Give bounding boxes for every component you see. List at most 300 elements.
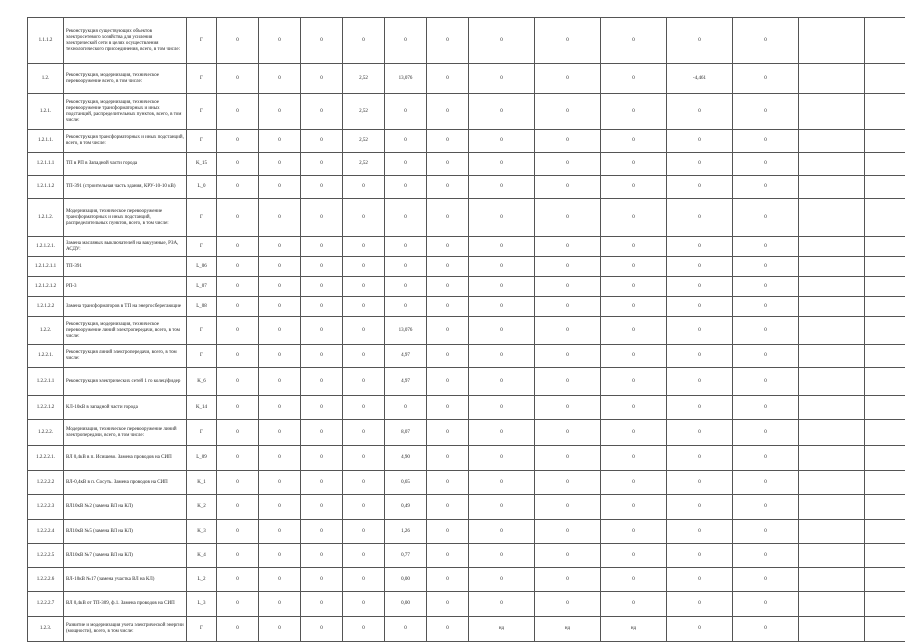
value-cell: 0 xyxy=(667,277,733,297)
value-cell: 0 xyxy=(601,446,667,471)
value-cell xyxy=(865,199,905,237)
value-cell: 4,97 xyxy=(385,368,427,396)
value-cell: 0 xyxy=(601,64,667,94)
value-cell: 0 xyxy=(535,368,601,396)
value-cell: 0 xyxy=(259,277,301,297)
value-cell: 0 xyxy=(601,368,667,396)
row-code-cell: 1.2.2.2.5 xyxy=(28,544,64,568)
value-cell: 0 xyxy=(259,257,301,277)
row-identifier-cell: K_14 xyxy=(187,396,217,420)
row-identifier-cell: Г xyxy=(187,317,217,345)
row-description-cell: ВЛ10кВ №7 (замена ВЛ на КЛ) xyxy=(64,544,187,568)
value-cell: 0 xyxy=(301,94,343,130)
value-cell: 0 xyxy=(601,18,667,64)
value-cell: 0 xyxy=(469,130,535,153)
value-cell: 0 xyxy=(385,277,427,297)
value-cell: 4,97 xyxy=(385,345,427,368)
value-cell xyxy=(799,368,865,396)
row-description-cell: ВЛ-0,4кВ в п. Сосуть. Замена проводов на СИП xyxy=(64,471,187,495)
row-description-cell: Реконструкция, модернизация, техническое перевооружение линий электропередачи, всего, в том числе: xyxy=(64,317,187,345)
value-cell: 0 xyxy=(259,237,301,257)
value-cell: 0 xyxy=(217,420,259,446)
row-code-cell: 1.2.1.2.1.2 xyxy=(28,277,64,297)
value-cell: 8,07 xyxy=(385,420,427,446)
row-description-cell: Реконструкция, модернизация, техническое перевооружение трансформаторных и иных подстанций, распределительных пунктов, всего, в том числе: xyxy=(64,94,187,130)
value-cell: 0 xyxy=(733,617,799,642)
value-cell: 0 xyxy=(535,592,601,617)
value-cell: 2,52 xyxy=(343,153,385,176)
table-row xyxy=(28,297,905,317)
row-description-cell: ВЛ 0,4кВ в п. Исишево. Замена проводов на СИП xyxy=(64,446,187,471)
value-cell xyxy=(865,297,905,317)
value-cell: 0 xyxy=(301,396,343,420)
value-cell: 0,77 xyxy=(385,544,427,568)
value-cell: 0 xyxy=(259,617,301,642)
value-cell: 0 xyxy=(667,368,733,396)
value-cell: 0 xyxy=(601,297,667,317)
value-cell: 0 xyxy=(427,176,469,199)
value-cell: 0,00 xyxy=(385,568,427,592)
value-cell xyxy=(799,176,865,199)
value-cell: 0 xyxy=(301,592,343,617)
value-cell: нд xyxy=(469,617,535,642)
value-cell: 0 xyxy=(259,199,301,237)
value-cell: 0 xyxy=(733,130,799,153)
value-cell: 0 xyxy=(301,176,343,199)
value-cell: 0 xyxy=(259,94,301,130)
value-cell: 0 xyxy=(667,18,733,64)
value-cell: 0 xyxy=(469,94,535,130)
value-cell: 0 xyxy=(469,257,535,277)
value-cell: 0 xyxy=(667,420,733,446)
row-code-cell: 1.2.1.2.1. xyxy=(28,237,64,257)
value-cell: 0 xyxy=(427,396,469,420)
table-row xyxy=(28,345,905,368)
value-cell: 0 xyxy=(259,544,301,568)
value-cell xyxy=(799,317,865,345)
value-cell: 0 xyxy=(733,345,799,368)
value-cell: 0 xyxy=(469,420,535,446)
value-cell: 0 xyxy=(259,153,301,176)
value-cell: 0 xyxy=(469,297,535,317)
row-identifier-cell: Г xyxy=(187,18,217,64)
value-cell: 0 xyxy=(733,317,799,345)
value-cell: 0 xyxy=(469,592,535,617)
value-cell: 0 xyxy=(217,592,259,617)
value-cell: нд xyxy=(535,617,601,642)
value-cell: 0 xyxy=(343,396,385,420)
value-cell: 0 xyxy=(343,345,385,368)
value-cell: 0 xyxy=(601,471,667,495)
value-cell: 0,49 xyxy=(385,495,427,520)
value-cell: 0 xyxy=(535,544,601,568)
value-cell: 0 xyxy=(301,153,343,176)
value-cell: 0 xyxy=(667,199,733,237)
value-cell: 0 xyxy=(259,176,301,199)
value-cell: 0 xyxy=(733,495,799,520)
table-row xyxy=(28,396,905,420)
value-cell: 0 xyxy=(217,520,259,544)
row-code-cell: 1.2.2.2.6 xyxy=(28,568,64,592)
value-cell: 0 xyxy=(385,617,427,642)
value-cell: 0 xyxy=(733,568,799,592)
value-cell: 0 xyxy=(217,568,259,592)
value-cell: 0 xyxy=(469,368,535,396)
value-cell: 0 xyxy=(427,199,469,237)
table-row xyxy=(28,94,905,130)
value-cell: 0 xyxy=(427,520,469,544)
row-description-cell: Реконструкция электрических сетей 1 го колец/фидер xyxy=(64,368,187,396)
value-cell: 0 xyxy=(217,257,259,277)
value-cell: 0 xyxy=(259,345,301,368)
value-cell: 0 xyxy=(535,317,601,345)
row-description-cell: ТП в РП в Западной части города xyxy=(64,153,187,176)
value-cell: 4,90 xyxy=(385,446,427,471)
value-cell: 0 xyxy=(217,176,259,199)
value-cell: 0 xyxy=(259,495,301,520)
value-cell: 0 xyxy=(667,544,733,568)
row-identifier-cell: L_06 xyxy=(187,257,217,277)
row-description-cell: Замена масляных выключателей на вакуумные, РЗА, АСДУ: xyxy=(64,237,187,257)
row-code-cell: 1.2.2.1.1 xyxy=(28,368,64,396)
value-cell: 0 xyxy=(667,520,733,544)
value-cell: 0 xyxy=(385,237,427,257)
value-cell: 0 xyxy=(343,617,385,642)
value-cell: 0 xyxy=(217,237,259,257)
row-description-cell: Реконструкция трансформаторных и иных подстанций, всего, в том числе: xyxy=(64,130,187,153)
value-cell xyxy=(799,446,865,471)
value-cell: 0 xyxy=(427,297,469,317)
value-cell: 0 xyxy=(217,94,259,130)
value-cell: 0 xyxy=(535,277,601,297)
table-row xyxy=(28,471,905,495)
table-row xyxy=(28,317,905,345)
value-cell: 0 xyxy=(733,420,799,446)
table-row xyxy=(28,544,905,568)
value-cell: 0 xyxy=(469,396,535,420)
row-description-cell: Модернизация, техническое перевооружение трансформаторных и иных подстанций, распределительных пунктов, всего, в том числе: xyxy=(64,199,187,237)
value-cell: 0 xyxy=(535,396,601,420)
value-cell: 0 xyxy=(259,446,301,471)
value-cell: 13,076 xyxy=(385,317,427,345)
row-identifier-cell: K_6 xyxy=(187,368,217,396)
value-cell: 0 xyxy=(469,520,535,544)
table-row xyxy=(28,18,905,64)
value-cell: 0 xyxy=(667,495,733,520)
value-cell: 0 xyxy=(259,64,301,94)
row-identifier-cell: K_15 xyxy=(187,153,217,176)
value-cell: 0 xyxy=(301,18,343,64)
value-cell: 0 xyxy=(385,18,427,64)
value-cell xyxy=(865,396,905,420)
value-cell: 0 xyxy=(385,153,427,176)
row-identifier-cell: L_08 xyxy=(187,297,217,317)
value-cell xyxy=(865,568,905,592)
value-cell: 0 xyxy=(601,94,667,130)
value-cell: 0 xyxy=(217,277,259,297)
value-cell xyxy=(799,544,865,568)
value-cell: 0 xyxy=(733,592,799,617)
value-cell: 0 xyxy=(217,199,259,237)
value-cell: 0 xyxy=(601,176,667,199)
table-row xyxy=(28,420,905,446)
value-cell xyxy=(799,18,865,64)
value-cell: 0 xyxy=(217,368,259,396)
value-cell: 0 xyxy=(301,368,343,396)
value-cell: 0 xyxy=(217,396,259,420)
value-cell: 0 xyxy=(301,568,343,592)
value-cell: 0 xyxy=(427,345,469,368)
table-body xyxy=(28,18,905,642)
row-identifier-cell: L_2 xyxy=(187,568,217,592)
value-cell xyxy=(799,568,865,592)
row-code-cell: 1.2.1.2.2 xyxy=(28,297,64,317)
value-cell: нд xyxy=(601,617,667,642)
value-cell: 0 xyxy=(469,237,535,257)
value-cell: 0 xyxy=(733,471,799,495)
value-cell: 0 xyxy=(535,568,601,592)
row-identifier-cell: K_2 xyxy=(187,495,217,520)
row-identifier-cell: K_1 xyxy=(187,471,217,495)
value-cell: 0 xyxy=(667,153,733,176)
value-cell: 0 xyxy=(217,617,259,642)
row-description-cell: Развитие и модернизация учета электрической энергии (мощности), всего, в том числе: xyxy=(64,617,187,642)
value-cell xyxy=(799,153,865,176)
table-row xyxy=(28,64,905,94)
value-cell: 2,52 xyxy=(343,94,385,130)
value-cell: 0 xyxy=(427,277,469,297)
value-cell xyxy=(865,64,905,94)
value-cell: 0 xyxy=(301,345,343,368)
value-cell: 0 xyxy=(427,568,469,592)
value-cell: 0 xyxy=(301,317,343,345)
row-identifier-cell: Г xyxy=(187,94,217,130)
row-description-cell: ВЛ-10кВ №17 (замена участка ВЛ на КЛ) xyxy=(64,568,187,592)
value-cell: 0 xyxy=(217,64,259,94)
value-cell: 0 xyxy=(301,277,343,297)
row-code-cell: 1.2.2.2.2 xyxy=(28,471,64,495)
row-code-cell: 1.2.2.2.7 xyxy=(28,592,64,617)
value-cell: 0 xyxy=(601,277,667,297)
value-cell xyxy=(865,471,905,495)
table-row xyxy=(28,257,905,277)
value-cell: 0 xyxy=(733,237,799,257)
value-cell: 0 xyxy=(427,257,469,277)
value-cell: 0 xyxy=(535,446,601,471)
value-cell xyxy=(865,544,905,568)
value-cell xyxy=(865,237,905,257)
value-cell xyxy=(865,446,905,471)
value-cell: 0 xyxy=(343,471,385,495)
value-cell xyxy=(865,257,905,277)
row-code-cell: 1.2.1.1.1 xyxy=(28,153,64,176)
value-cell: 0 xyxy=(301,64,343,94)
value-cell: 0 xyxy=(667,317,733,345)
value-cell xyxy=(799,420,865,446)
row-code-cell: 1.2.1. xyxy=(28,94,64,130)
value-cell: 0 xyxy=(217,471,259,495)
row-identifier-cell: Г xyxy=(187,617,217,642)
value-cell: 0 xyxy=(301,446,343,471)
value-cell: 0 xyxy=(469,199,535,237)
row-description-cell: ВЛ10кВ №2 (замена ВЛ на КЛ) xyxy=(64,495,187,520)
row-identifier-cell: K_4 xyxy=(187,544,217,568)
value-cell xyxy=(799,199,865,237)
row-code-cell: 1.2.2.2. xyxy=(28,420,64,446)
investment-program-table xyxy=(27,17,905,642)
value-cell: 0 xyxy=(259,420,301,446)
value-cell: 0 xyxy=(217,130,259,153)
value-cell: 0 xyxy=(601,199,667,237)
value-cell: 0 xyxy=(427,495,469,520)
value-cell xyxy=(799,471,865,495)
value-cell: 0 xyxy=(217,495,259,520)
value-cell: 0 xyxy=(301,471,343,495)
row-identifier-cell: K_3 xyxy=(187,520,217,544)
value-cell: 0 xyxy=(427,153,469,176)
value-cell: 0 xyxy=(301,130,343,153)
value-cell xyxy=(799,297,865,317)
value-cell: 0 xyxy=(601,568,667,592)
value-cell: 0 xyxy=(535,297,601,317)
value-cell: 0 xyxy=(535,94,601,130)
row-code-cell: 1.2.2.2.1. xyxy=(28,446,64,471)
value-cell: 0 xyxy=(217,18,259,64)
value-cell: 0 xyxy=(385,199,427,237)
value-cell: 0 xyxy=(667,94,733,130)
row-description-cell: ВЛ 0,4кВ от ТП-309, ф.1. Замена проводов на СИП xyxy=(64,592,187,617)
value-cell: 0 xyxy=(301,237,343,257)
value-cell: 0 xyxy=(217,446,259,471)
value-cell: 0 xyxy=(469,64,535,94)
row-identifier-cell: L_0 xyxy=(187,176,217,199)
value-cell: 0 xyxy=(385,297,427,317)
value-cell: 0 xyxy=(601,257,667,277)
value-cell: 0 xyxy=(427,471,469,495)
value-cell: 0 xyxy=(301,420,343,446)
value-cell: 0 xyxy=(469,317,535,345)
value-cell: 0 xyxy=(667,471,733,495)
row-description-cell: ТП-391 (строительная часть здания, КРУ-10-10 кВ) xyxy=(64,176,187,199)
value-cell: 13,076 xyxy=(385,64,427,94)
row-description-cell: ВЛ10кВ №5 (замена ВЛ на КЛ) xyxy=(64,520,187,544)
value-cell: 0 xyxy=(217,317,259,345)
value-cell: 0 xyxy=(469,446,535,471)
value-cell: -4,461 xyxy=(667,64,733,94)
value-cell: 0 xyxy=(733,153,799,176)
value-cell xyxy=(799,94,865,130)
value-cell: 1,26 xyxy=(385,520,427,544)
value-cell: 0 xyxy=(733,18,799,64)
value-cell: 0 xyxy=(535,257,601,277)
value-cell: 0 xyxy=(601,420,667,446)
value-cell: 0 xyxy=(535,176,601,199)
table-row xyxy=(28,446,905,471)
value-cell: 0 xyxy=(667,176,733,199)
value-cell: 0 xyxy=(427,94,469,130)
value-cell: 0 xyxy=(535,18,601,64)
value-cell: 0 xyxy=(259,18,301,64)
table-row xyxy=(28,277,905,297)
row-description-cell: ТП-391 xyxy=(64,257,187,277)
value-cell xyxy=(865,130,905,153)
row-code-cell: 1.2.2.1. xyxy=(28,345,64,368)
value-cell: 0 xyxy=(733,544,799,568)
value-cell: 0 xyxy=(535,130,601,153)
value-cell: 0 xyxy=(301,520,343,544)
table-row xyxy=(28,368,905,396)
value-cell: 0 xyxy=(343,297,385,317)
value-cell: 0 xyxy=(667,257,733,277)
value-cell: 0 xyxy=(667,592,733,617)
row-identifier-cell: Г xyxy=(187,64,217,94)
value-cell: 0 xyxy=(535,153,601,176)
value-cell: 0 xyxy=(385,94,427,130)
value-cell: 0 xyxy=(301,617,343,642)
row-code-cell: 1.2.3. xyxy=(28,617,64,642)
value-cell: 0 xyxy=(667,568,733,592)
row-description-cell: Модернизация, техническое перевооружение линий электропередачи, всего, в том числе: xyxy=(64,420,187,446)
value-cell: 0 xyxy=(427,317,469,345)
value-cell: 0 xyxy=(535,345,601,368)
row-code-cell: 1.2.1.2. xyxy=(28,199,64,237)
value-cell: 0 xyxy=(601,592,667,617)
value-cell: 0 xyxy=(469,18,535,64)
value-cell: 0 xyxy=(667,130,733,153)
value-cell: 0 xyxy=(667,446,733,471)
value-cell: 0 xyxy=(469,153,535,176)
value-cell: 0 xyxy=(343,420,385,446)
value-cell xyxy=(799,495,865,520)
row-description-cell: Реконструкция, модернизация, техническое перевооружение всего, в том числе: xyxy=(64,64,187,94)
table-row xyxy=(28,592,905,617)
value-cell: 0 xyxy=(733,257,799,277)
value-cell: 0 xyxy=(733,520,799,544)
value-cell: 0 xyxy=(535,199,601,237)
row-code-cell: 1.2.1.1. xyxy=(28,130,64,153)
value-cell xyxy=(865,176,905,199)
table-row xyxy=(28,495,905,520)
value-cell xyxy=(865,520,905,544)
value-cell xyxy=(799,520,865,544)
value-cell: 0 xyxy=(733,446,799,471)
value-cell: 0 xyxy=(301,495,343,520)
row-identifier-cell: L_09 xyxy=(187,446,217,471)
row-identifier-cell: L_3 xyxy=(187,592,217,617)
value-cell: 0 xyxy=(343,495,385,520)
value-cell: 0 xyxy=(667,237,733,257)
investment-table-sheet xyxy=(27,17,870,642)
row-description-cell: Реконструкция существующих объектов электросетевого хозяйства для усиления электрической сети в целях осуществления технологического присоединения, всего, в том числе: xyxy=(64,18,187,64)
row-code-cell: 1.2.2.2.4 xyxy=(28,520,64,544)
row-identifier-cell: Г xyxy=(187,237,217,257)
value-cell xyxy=(799,130,865,153)
value-cell: 0 xyxy=(343,368,385,396)
value-cell: 0 xyxy=(343,237,385,257)
value-cell: 0 xyxy=(427,617,469,642)
value-cell: 0 xyxy=(343,176,385,199)
value-cell: 0 xyxy=(259,368,301,396)
value-cell: 0 xyxy=(301,297,343,317)
value-cell: 0 xyxy=(601,345,667,368)
value-cell: 0 xyxy=(343,18,385,64)
table-row xyxy=(28,617,905,642)
row-code-cell: 1.2.2. xyxy=(28,317,64,345)
row-identifier-cell: Г xyxy=(187,130,217,153)
value-cell xyxy=(799,64,865,94)
value-cell: 0 xyxy=(535,520,601,544)
table-row xyxy=(28,130,905,153)
